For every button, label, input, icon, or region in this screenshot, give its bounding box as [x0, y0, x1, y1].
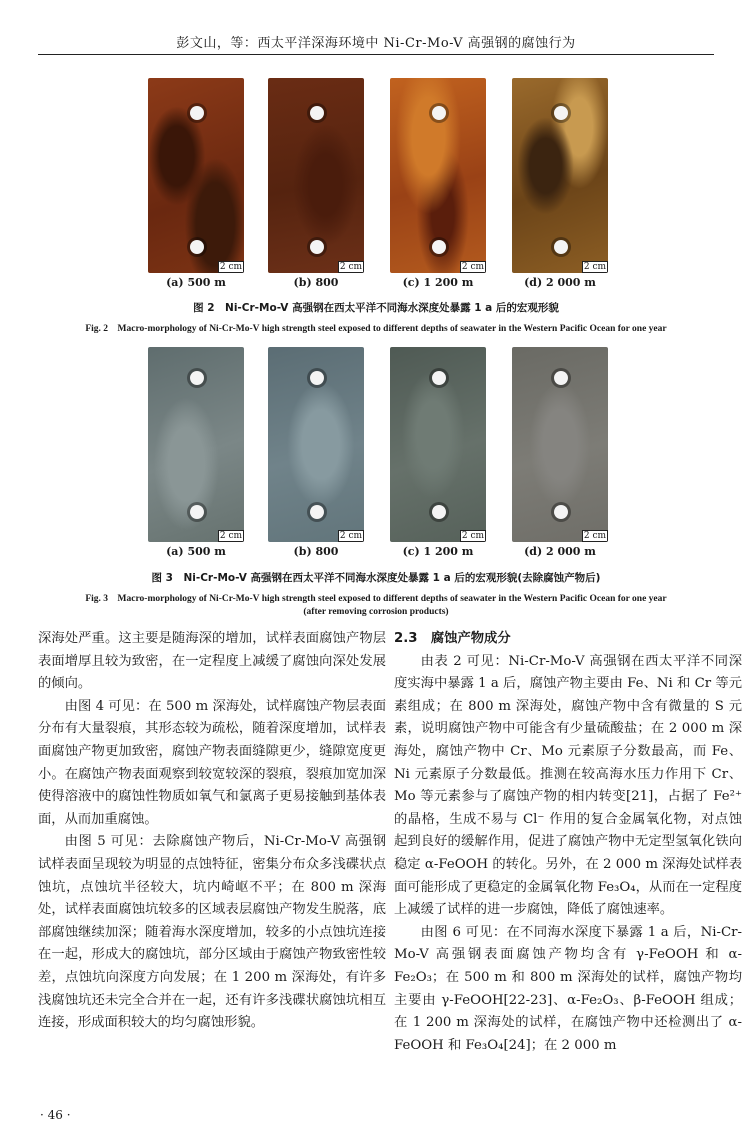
fig3-hole-bottom: [190, 505, 204, 519]
fig2-hole-bottom: [190, 240, 204, 254]
fig3-caption-en: Fig. 3 Macro-morphology of Ni-Cr-Mo-V high strength steel exposed to different depths of seawater in the Western Pacific Ocean for one year: [85, 594, 667, 604]
fig2-hole-top: [432, 106, 446, 120]
fig2-hole-bottom: [432, 240, 446, 254]
header-rule: [38, 54, 714, 55]
right-paragraph-1: 由表 2 可见：Ni-Cr-Mo-V 高强钢在西太平洋不同深度实海中暴露 1 a 后，腐蚀产物主要由 Fe、Ni 和 Cr 等元素组成；在 800 m 深海处，腐蚀产物中含有微量的 S 元素，说明腐蚀产物中可能含有少量硫酸盐；在 2 000 m 深海处，腐蚀产物中 Cr、Mo 元素原子分数最高，而 Fe、Ni 元素原子分数最低。推测在较高海水压力作用下 Cr、Mo 等元素参与了腐蚀产物的相内转变[21]，占据了 Fe²⁺ 的晶格，生成不易与 Cl⁻ 作用的复合金属氧化物，对点蚀起到良好的缓解作用，促进了腐蚀产物中无定型氢氧化铁向稳定 α-FeOOH 的转化。另外，在 2 000 m 深海处试样表面可能形成了更稳定的金属氧化物 Fe₃O₄，从而在一定程度上减缓了试样的进一步腐蚀，降低了腐蚀速率。: [394, 653, 742, 918]
fig2-hole-top: [554, 106, 568, 120]
fig3-scale-bar: 2 cm: [339, 531, 363, 541]
fig2-scale-bar: 2 cm: [461, 262, 485, 272]
fig2-label-b: (b) 800: [293, 276, 339, 289]
fig3-hole-top: [554, 371, 568, 385]
fig3-scale-bar: 2 cm: [219, 531, 243, 541]
fig2-hole-top: [190, 106, 204, 120]
fig2-hole-bottom: [310, 240, 324, 254]
fig3-caption-cn: 图 3 Ni-Cr-Mo-V 高强钢在西太平洋不同海水深度处暴露 1 a 后的宏观形貌(去除腐蚀产物后): [151, 572, 601, 584]
fig3-label-d: (d) 2 000 m: [524, 545, 596, 558]
fig2-photo-b: [268, 78, 364, 273]
fig3-hole-top: [190, 371, 204, 385]
fig3-hole-top: [432, 371, 446, 385]
fig2-photo-c: [390, 78, 486, 273]
fig3-caption-en-cont: (after removing corrosion products): [303, 607, 449, 617]
fig3-label-b: (b) 800: [293, 545, 339, 558]
left-paragraph-2: 由图 4 可见：在 500 m 深海处，试样腐蚀产物层表面分布有大量裂痕，其形态较为疏松，随着深度增加，试样表面腐蚀产物更加致密，腐蚀产物表面缝隙更少，缝隙宽度更小。在腐蚀产物表面观察到较宽较深的裂痕，裂痕加宽加深使得溶液中的腐蚀性物质如氧气和氯离子更易接触到基体表面，从而加重腐蚀。: [38, 698, 386, 827]
fig3-photo-b: [268, 347, 364, 542]
fig3-photo-d: [512, 347, 608, 542]
fig2-caption-en: Fig. 2 Macro-morphology of Ni-Cr-Mo-V high strength steel exposed to different depths of seawater in the Western Pacific Ocean for one year: [85, 324, 667, 334]
right-paragraph-2: 由图 6 可见：在不同海水深度下暴露 1 a 后，Ni-Cr-Mo-V 高强钢表面腐蚀产物均含有 γ-FeOOH 和 α-Fe₂O₃；在 500 m 和 800 m 深海处的试样，腐蚀产物均主要由 γ-FeOOH[22-23]、α-Fe₂O₃、β-FeOOH 组成；在 1 200 m 深海处的试样，在腐蚀产物中还检测出了 α-FeOOH 和 Fe₃O₄[24]；在 2 000 m: [394, 924, 742, 1053]
fig3-scale-bar: 2 cm: [583, 531, 607, 541]
fig2-label-a: (a) 500 m: [166, 276, 226, 289]
left-column: [38, 628, 386, 1035]
left-paragraph-3: 由图 5 可见：去除腐蚀产物后，Ni-Cr-Mo-V 高强钢试样表面呈现较为明显的点蚀特征，密集分布众多浅碟状点蚀坑，点蚀坑半径较大，坑内崎岖不平；在 800 m 深海处，试样表面腐蚀坑较多的区域表层腐蚀产物发生脱落，底部腐蚀继续加深；随着海水深度增加，较多的小点蚀坑连接在一起，形成大的腐蚀坑，部分区域由于腐蚀产物致密性较差，点蚀坑向深度方向发展；在 1 200 m 深海处，有许多浅腐蚀坑还未完全合并在一起，还有许多浅碟状腐蚀坑相互连接，形成面积较大的均匀腐蚀形貌。: [38, 834, 386, 1031]
fig2-photo-a: [148, 78, 244, 273]
left-paragraph-1: 深海处严重。这主要是随海深的增加，试样表面腐蚀产物层表面增厚且较为致密，在一定程度上减缓了腐蚀向深处发展的倾向。: [38, 631, 386, 692]
fig2-caption-cn: 图 2 Ni-Cr-Mo-V 高强钢在西太平洋不同海水深度处暴露 1 a 后的宏观形貌: [193, 302, 559, 314]
fig3-hole-bottom: [554, 505, 568, 519]
fig3-scale-bar: 2 cm: [461, 531, 485, 541]
fig3-photo-a: [148, 347, 244, 542]
fig2-label-d: (d) 2 000 m: [524, 276, 596, 289]
fig2-label-c: (c) 1 200 m: [402, 276, 474, 289]
running-head: 彭文山，等：西太平洋深海环境中 Ni-Cr-Mo-V 高强钢的腐蚀行为: [176, 36, 576, 51]
fig3-label-a: (a) 500 m: [166, 545, 226, 558]
fig2-hole-bottom: [554, 240, 568, 254]
fig3-label-c: (c) 1 200 m: [402, 545, 474, 558]
right-column: [394, 628, 742, 1057]
fig3-hole-bottom: [432, 505, 446, 519]
fig2-scale-bar: 2 cm: [583, 262, 607, 272]
page-number: · 46 ·: [40, 1108, 71, 1122]
fig3-hole-top: [310, 371, 324, 385]
fig2-scale-bar: 2 cm: [219, 262, 243, 272]
fig2-hole-top: [310, 106, 324, 120]
fig2-scale-bar: 2 cm: [339, 262, 363, 272]
fig3-hole-bottom: [310, 505, 324, 519]
fig2-photo-d: [512, 78, 608, 273]
fig3-photo-c: [390, 347, 486, 542]
section-heading: 2.3 腐蚀产物成分: [394, 631, 511, 646]
